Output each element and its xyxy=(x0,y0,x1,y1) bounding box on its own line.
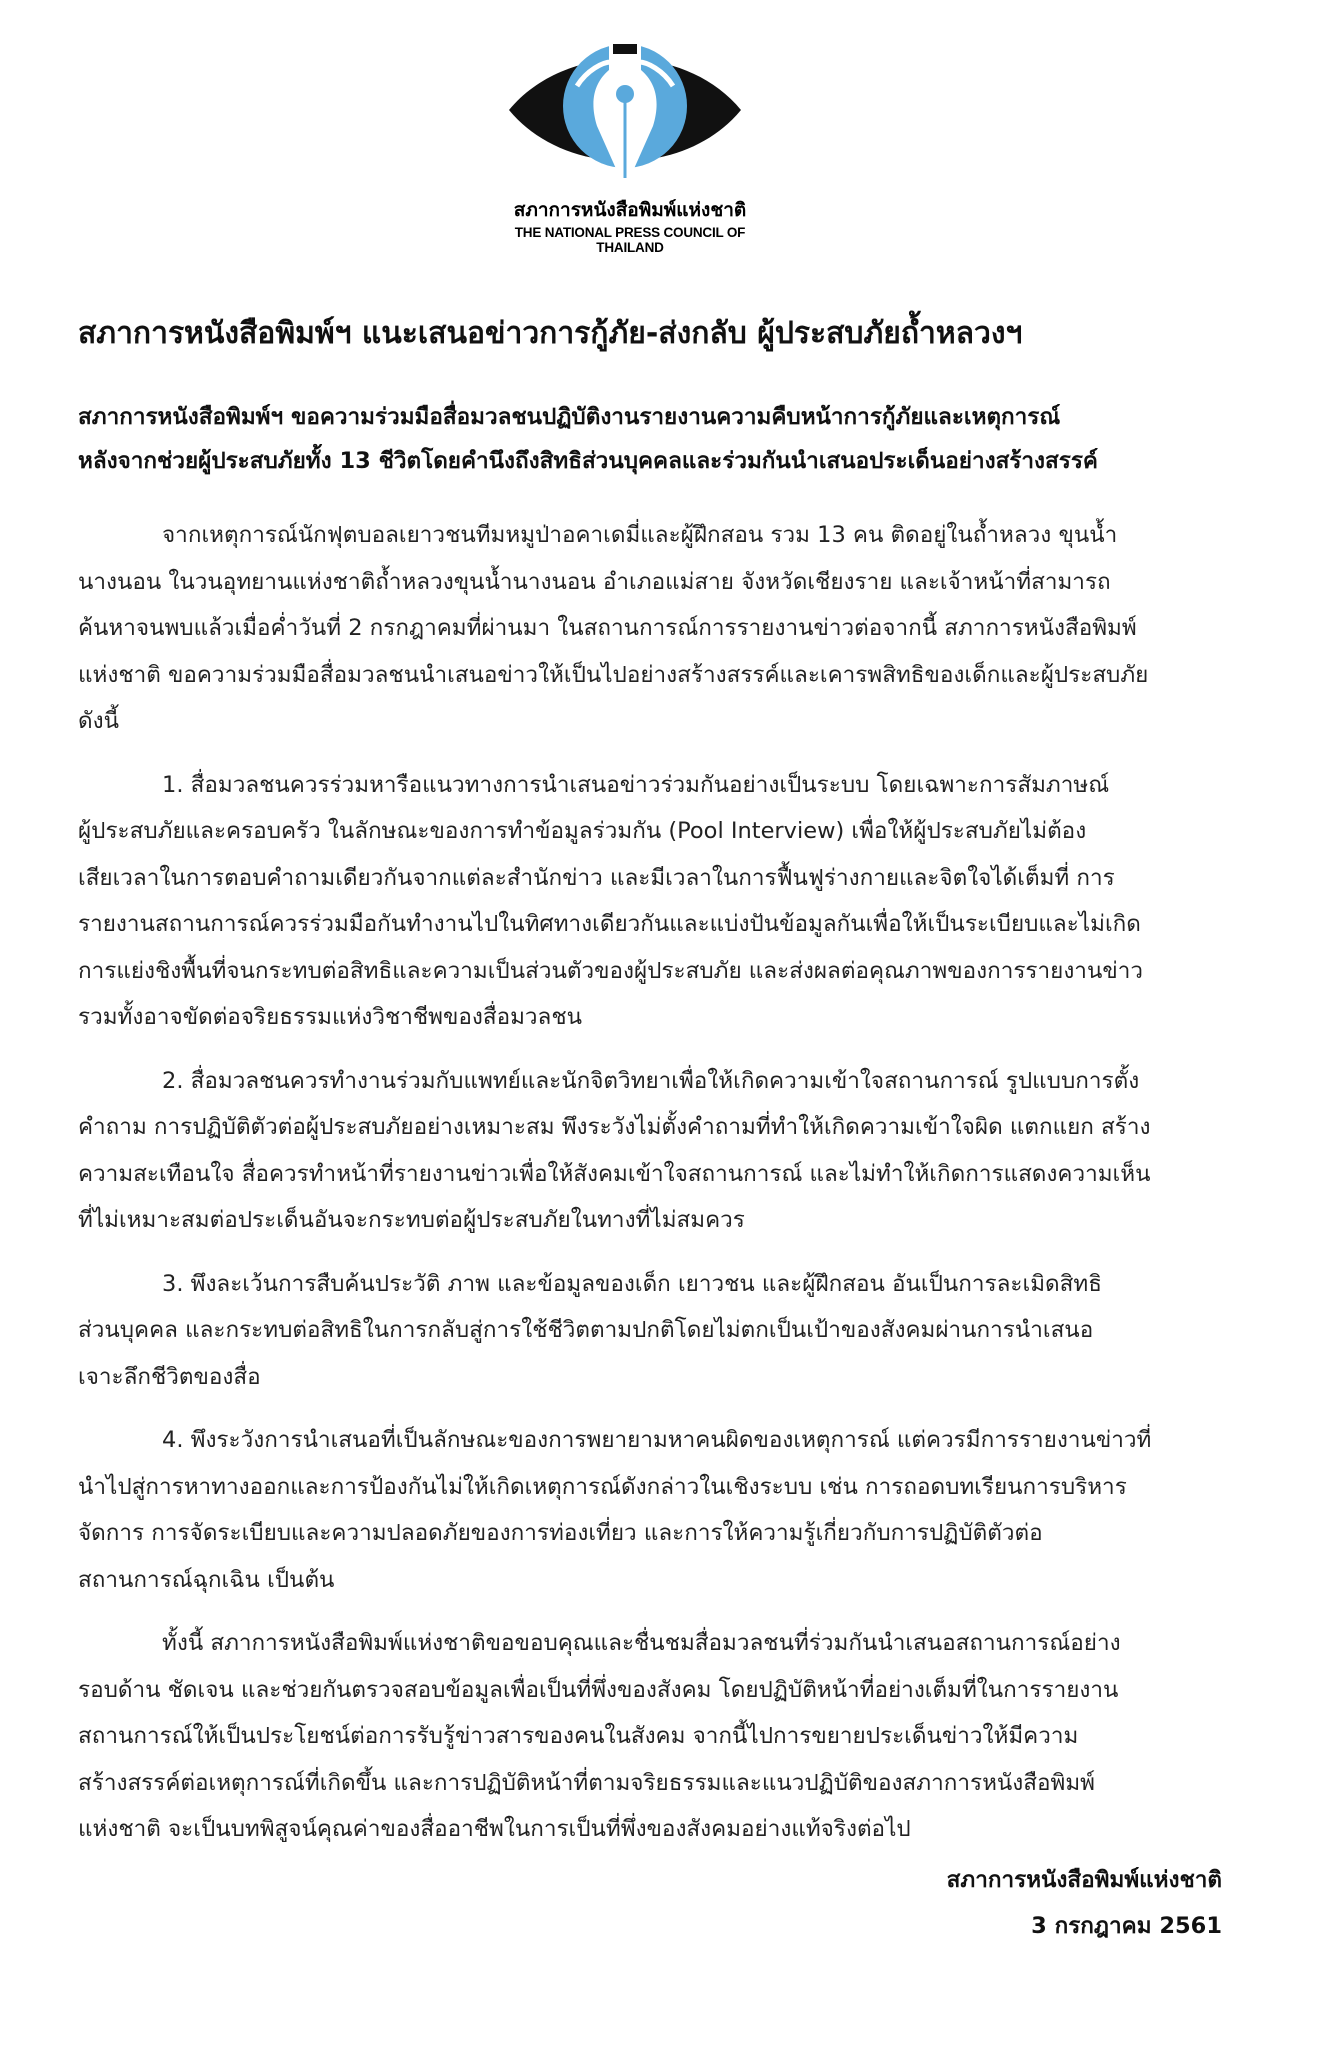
paragraph-line: 3. พึงละเว้นการสืบค้นประวัติ ภาพ และข้อมูลของเด็ก เยาวชน และผู้ฝึกสอน อันเป็นการละเมิดสิทธิ xyxy=(162,1270,1102,1297)
paragraph-line: ความสะเทือนใจ สื่อควรทำหน้าที่รายงานข่าวเพื่อให้สังคมเข้าใจสถานการณ์ และไม่ทำให้เกิดการแสดงความเห็น xyxy=(78,1160,1151,1187)
paragraph-line: ผู้ประสบภัยและครอบครัว ในลักษณะของการทำข้อมูลร่วมกัน (Pool Interview) เพื่อให้ผู้ประสบภัยไม่ต้อง xyxy=(78,818,1087,844)
paragraph-line: รายงานสถานการณ์ควรร่วมมือกันทำงานไปในทิศทางเดียวกันและแบ่งปันข้อมูลกันเพื่อให้เป็นระเบียบและไม่เกิด xyxy=(78,911,1141,937)
paragraph-line: จัดการ การจัดระเบียบและความปลอดภัยของการท่องเที่ยว และการให้ความรู้เกี่ยวกับการปฏิบัติตัวต่อ xyxy=(78,1520,1043,1546)
paragraph-line: สถานการณ์ให้เป็นประโยชน์ต่อการรับรู้ข่าวสารของคนในสังคม จากนี้ไปการขยายประเด็นข่าวให้มีความ xyxy=(78,1723,1079,1749)
logo-name-english: THE NATIONAL PRESS COUNCIL OF THAILAND xyxy=(514,225,746,255)
paragraph-line: นางนอน ในวนอุทยานแห่งชาติถ้ำหลวงขุนน้ำนางนอน อำเภอแม่สาย จังหวัดเชียงราย และเจ้าหน้าที่สามารถ xyxy=(78,568,1111,595)
signature-organization: สภาการหนังสือพิมพ์แห่งชาติ xyxy=(946,1867,1222,1893)
paragraph-line: สถานการณ์ฉุกเฉิน เป็นต้น xyxy=(78,1566,335,1593)
paragraph-line: การแย่งชิงพื้นที่จนกระทบต่อสิทธิและความเป็นส่วนตัวของผู้ประสบภัย และส่งผลต่อคุณภาพของการรายงานข่าว xyxy=(78,957,1143,984)
logo-name-thai: สภาการหนังสือพิมพ์แห่งชาติ xyxy=(513,199,747,221)
paragraph-line: รวมทั้งอาจขัดต่อจริยธรรมแห่งวิชาชีพของสื่อมวลชน xyxy=(78,1004,582,1030)
paragraph-line: แห่งชาติ ขอความร่วมมือสื่อมวลชนนำเสนอข่าวให้เป็นไปอย่างสร้างสรรค์และเคารพสิทธิของเด็กและผู้ประสบภัย xyxy=(78,661,1149,688)
guideline-item-3 xyxy=(78,1261,1228,1401)
guideline-item-4 xyxy=(78,1417,1228,1603)
paragraph-line: ค้นหาจนพบแล้วเมื่อค่ำวันที่ 2 กรกฎาคมที่ผ่านมา ในสถานการณ์การรายงานข่าวต่อจากนี้ สภาการหนังสือพิมพ์ xyxy=(78,615,1137,641)
headline: สภาการหนังสือพิมพ์ฯ แนะเสนอข่าวการกู้ภัย-ส่งกลับ ผู้ประสบภัยถ้ำหลวงฯ xyxy=(78,316,1023,351)
paragraph-line: นำไปสู่การหาทางออกและการป้องกันไม่ให้เกิดเหตุการณ์ดังกล่าวในเชิงระบบ เช่น การถอดบทเรียนการบริหาร xyxy=(78,1473,1127,1500)
paragraph-line: 4. พึงระวังการนำเสนอที่เป็นลักษณะของการพยายามหาคนผิดของเหตุการณ์ แต่ควรมีการรายงานข่าวที่ xyxy=(162,1427,1152,1453)
body-text xyxy=(78,512,1228,1853)
closing-paragraph xyxy=(78,1620,1228,1853)
paragraph-line: สร้างสรรค์ต่อเหตุการณ์ที่เกิดขึ้น และการปฏิบัติหน้าที่ตามจริยธรรมและแนวปฏิบัติของสภาการหนังสือพิมพ์ xyxy=(78,1769,1096,1796)
guideline-item-2 xyxy=(78,1058,1228,1244)
guideline-item-1 xyxy=(78,762,1228,1041)
paragraph-line: แห่งชาติ จะเป็นบทพิสูจน์คุณค่าของสื่ออาชีพในการเป็นที่พึ่งของสังคมอย่างแท้จริงต่อไป xyxy=(78,1816,911,1842)
subheadline xyxy=(78,395,1228,483)
paragraph-line: ส่วนบุคคล และกระทบต่อสิทธิในการกลับสู่การใช้ชีวิตตามปกติโดยไม่ตกเป็นเป้าของสังคมผ่านการนำเสนอ xyxy=(78,1317,1094,1343)
paragraph-line: รอบด้าน ชัดเจน และช่วยกันตรวจสอบข้อมูลเพื่อเป็นที่พึ่งของสังคม โดยปฏิบัติหน้าที่อย่างเต็มที่ในการรายงาน xyxy=(78,1676,1119,1703)
subheadline-line: สภาการหนังสือพิมพ์ฯ ขอความร่วมมือสื่อมวลชนปฏิบัติงานรายงานความคืบหน้าการกู้ภัยและเหตุการณ์ xyxy=(78,404,1061,430)
paragraph-line: เสียเวลาในการตอบคำถามเดียวกันจากแต่ละสำนักข่าว และมีเวลาในการฟื้นฟูร่างกายและจิตใจได้เต็มที่ การ xyxy=(78,864,1115,891)
paragraph-line: ที่ไม่เหมาะสมต่อประเด็นอันจะกระทบต่อผู้ประสบภัยในทางที่ไม่สมควร xyxy=(78,1207,745,1233)
signature-date: 3 กรกฎาคม 2561 xyxy=(1031,1913,1222,1939)
signature-block xyxy=(947,1857,1222,1949)
paragraph-line: ทั้งนี้ สภาการหนังสือพิมพ์แห่งชาติขอขอบคุณและชื่นชมสื่อมวลชนที่ร่วมกันนำเสนอสถานการณ์อย่าง xyxy=(162,1630,1121,1656)
paragraph-line: 1. สื่อมวลชนควรร่วมหารือแนวทางการนำเสนอข่าวร่วมกันอย่างเป็นระบบ โดยเฉพาะการสัมภาษณ์ xyxy=(162,771,1110,798)
paragraph-line: ดังนี้ xyxy=(78,708,119,734)
paragraph-line: 2. สื่อมวลชนควรทำงานร่วมกับแพทย์และนักจิตวิทยาเพื่อให้เกิดความเข้าใจสถานการณ์ รูปแบบการตั้ง xyxy=(162,1067,1140,1094)
paragraph-line: จากเหตุการณ์นักฟุตบอลเยาวชนทีมหมูป่าอคาเดมี่และผู้ฝึกสอน รวม 13 คน ติดอยู่ในถ้ำหลวง ขุนน้ำ xyxy=(162,522,1118,548)
eye-pen-logo-icon xyxy=(505,30,745,190)
subheadline-line: หลังจากช่วยผู้ประสบภัยทั้ง 13 ชีวิตโดยคำนึงถึงสิทธิส่วนบุคคลและร่วมกันนำเสนอประเด็นอย่างสร้างสรรค์ xyxy=(78,448,1098,474)
paragraph-line: เจาะลึกชีวิตของสื่อ xyxy=(78,1363,261,1390)
intro-paragraph xyxy=(78,512,1228,745)
press-council-logo xyxy=(0,30,1322,255)
paragraph-line: คำถาม การปฏิบัติตัวต่อผู้ประสบภัยอย่างเหมาะสม พึงระวังไม่ตั้งคำถามที่ทำให้เกิดความเข้าใจผิด แตกแยก สร้าง xyxy=(78,1114,1151,1140)
